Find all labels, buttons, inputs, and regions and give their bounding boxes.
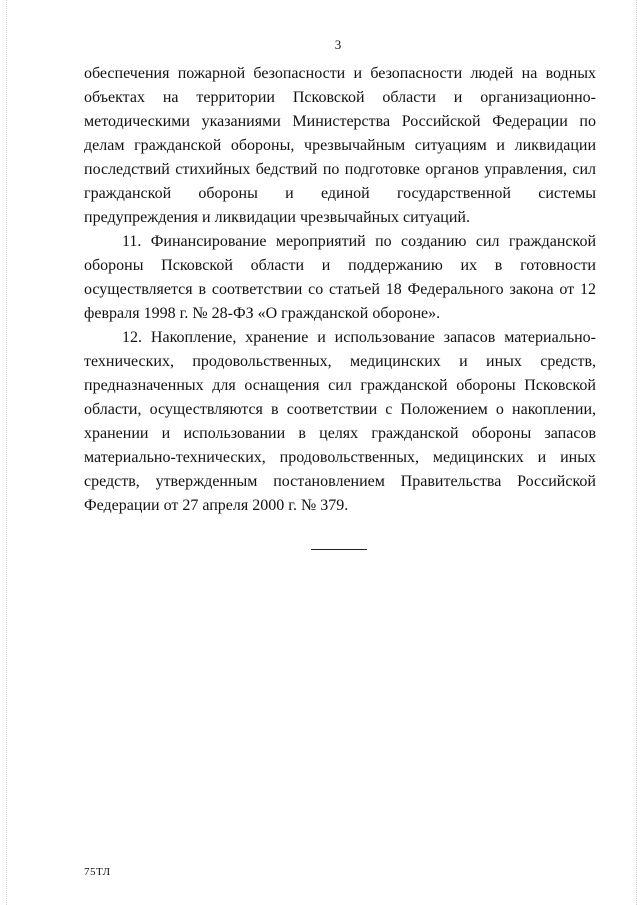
paragraph-continuation: обеспечения пожарной безопасности и безопасности людей на водных объектах на территории Псковской области и организационно-методическими указаниями Министерства Российской Федерации по делам гражданской обороны, чрезвычайным ситуациям и ликвидации последствий стихийных бедствий по подготовке органов управления, сил гражданской обороны и единой государственной системы предупреждения и ликвидации чрезвычайных ситуаций. <box>84 65 596 226</box>
paragraph-12: 12. Накопление, хранение и использование запасов материально-технических, продовольственных, медицинских и иных средств, предназначенных для оснащения сил гражданской обороны Псковской области, осуществляются в соответствии с Положением о накоплении, хранении и использовании в целях гражданской обороны запасов материально-технических, продовольственных, медицинских и иных средств, утвержденным постановлением Правительства Российской Федерации от 27 апреля 2000 г. № 379. <box>84 329 596 514</box>
page-number: 3 <box>334 37 342 52</box>
paragraph-11: 11. Финансирование мероприятий по созданию сил гражданской обороны Псковской области и поддержанию их в готовности осуществляется в соответствии со статьей 18 Федерального закона от 12 февраля 1998 г. № 28-ФЗ «О гражданской обороне». <box>84 233 596 322</box>
scan-edge-right <box>636 0 637 905</box>
end-of-document-rule <box>311 549 367 550</box>
scan-edge-left <box>6 0 7 905</box>
document-code: 75ТЛ <box>84 866 111 878</box>
document-body <box>84 62 596 518</box>
